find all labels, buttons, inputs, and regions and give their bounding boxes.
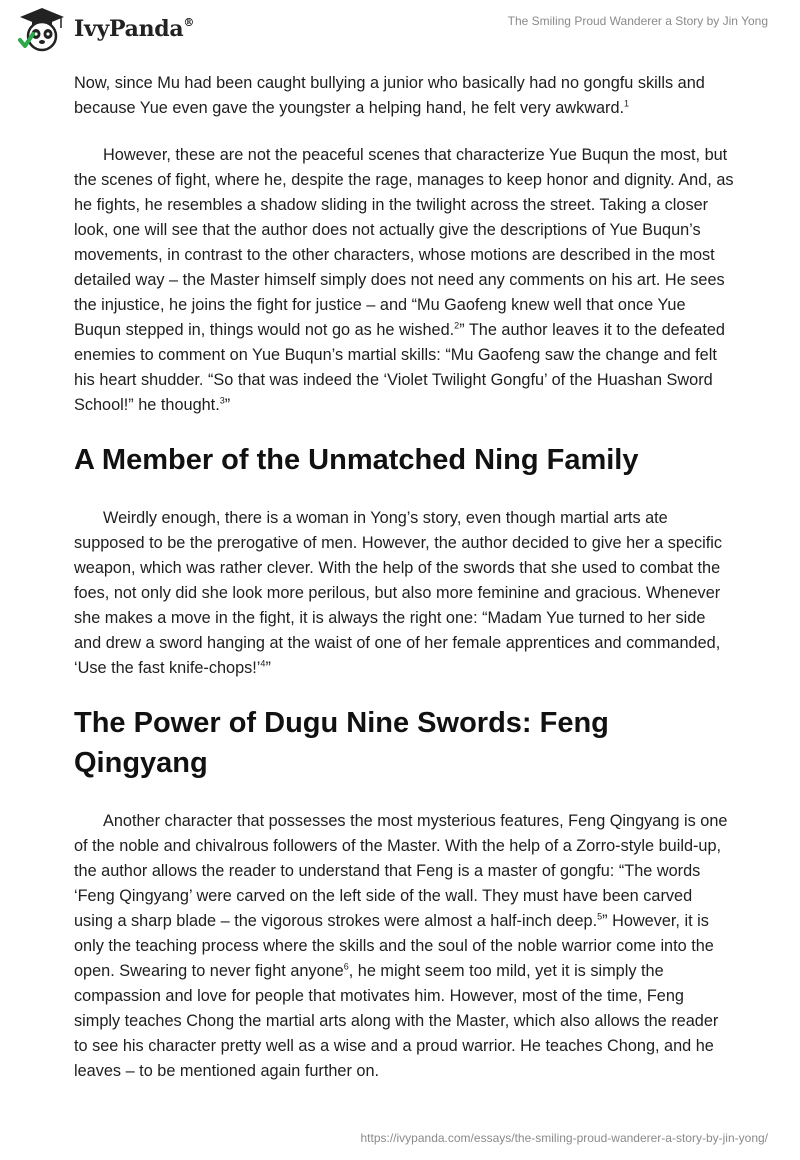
section-heading-dugu-nine-swords: The Power of Dugu Nine Swords: Feng Qingyang bbox=[74, 707, 609, 779]
paragraph-1: Now, since Mu had been caught bullying a junior who basically had no gongfu skills and because Yue even gave the youngster a helping hand, he felt very awkward.$^1$ bbox=[74, 74, 705, 117]
source-url[interactable]: https://ivypanda.com/essays/the-smiling-proud-wanderer-a-story-by-jin-yong/ bbox=[360, 1131, 768, 1145]
essay-body bbox=[74, 71, 734, 1106]
footnote-ref-3[interactable]: 3 bbox=[219, 395, 225, 406]
section-heading-ning-family: A Member of the Unmatched Ning Family bbox=[74, 444, 639, 476]
footnote-ref-5[interactable]: 5 bbox=[597, 911, 603, 922]
paragraph-3: Weirdly enough, there is a woman in Yong’s story, even though martial arts ate supposed to be the prerogative of men. However, the author decided to give her a specific weapon, which was rather clever. With the help of the swords that she used to combat the foes, not only did she look more perilous, but also more feminine and gracious. Whenever she makes a move in the fight, it is always the right one: “Madam Yue turned to her side and drew a sword hanging at the waist of one of her female apprentices and commanded, ‘Use the fast knife-chops!’$^4$” bbox=[74, 509, 723, 677]
brand-name: IvyPanda® bbox=[74, 15, 195, 42]
paragraph-4: Another character that possesses the most mysterious features, Feng Qingyang is one of the noble and chivalrous followers of the Master. With the help of a Zorro-style build-up, the author allows the reader to understand that Feng is a master of gongfu: “The words ‘Feng Qingyang’ were carved on the left side of the wall. They must have been carved using a sharp blade – the vigorous strokes were almost a half-inch deep.$^5$” However, it is only the teaching process where the skills and the soul of the noble warrior come into the open. Swearing to never fight anyone$^6$, he might seem too mild, yet it is simply the compassion and love for people that motivates him. However, most of the time, Feng simply teaches Chong the martial arts along with the Master, which also allows the reader to see his character pretty well as a wise and a proud warrior. He teaches Chong, and he leaves – to be mentioned again further on. bbox=[74, 812, 728, 1080]
footnote-ref-1[interactable]: 1 bbox=[624, 98, 630, 109]
paragraph-2: However, these are not the peaceful scenes that characterize Yue Buqun the most, but the scenes of fight, where he, despite the rage, manages to keep honor and dignity. And, as he fights, he resembles a shadow sliding in the twilight across the street. Taking a closer look, one will see that the author does not actually give the descriptions of Yue Buqun’s movements, in contrast to the other characters, whose motions are described in the most detailed way – the Master himself simply does not need any comments on his art. He sees the injustice, he joins the fight for justice – and “Mu Gaofeng knew well that once Yue Buqun stepped in, things would not go as he wished.$^2$” The author leaves it to the defeated enemies to comment on Yue Buqun’s martial skills: “Mu Gaofeng saw the change and felt his heart shudder. “So that was indeed the ‘Violet Twilight Gongfu’ of the Huashan Sword School!” he thought.$^3$” bbox=[74, 146, 734, 414]
footnote-ref-2[interactable]: 2 bbox=[454, 320, 460, 331]
footnote-ref-6[interactable]: 6 bbox=[343, 961, 349, 972]
document-title: The Smiling Proud Wanderer a Story by Jin Yong bbox=[507, 14, 768, 28]
panda-graduate-icon bbox=[16, 6, 68, 52]
brand-logo[interactable] bbox=[16, 6, 194, 52]
page-header bbox=[0, 0, 800, 64]
footnote-ref-4[interactable]: 4 bbox=[260, 658, 266, 669]
